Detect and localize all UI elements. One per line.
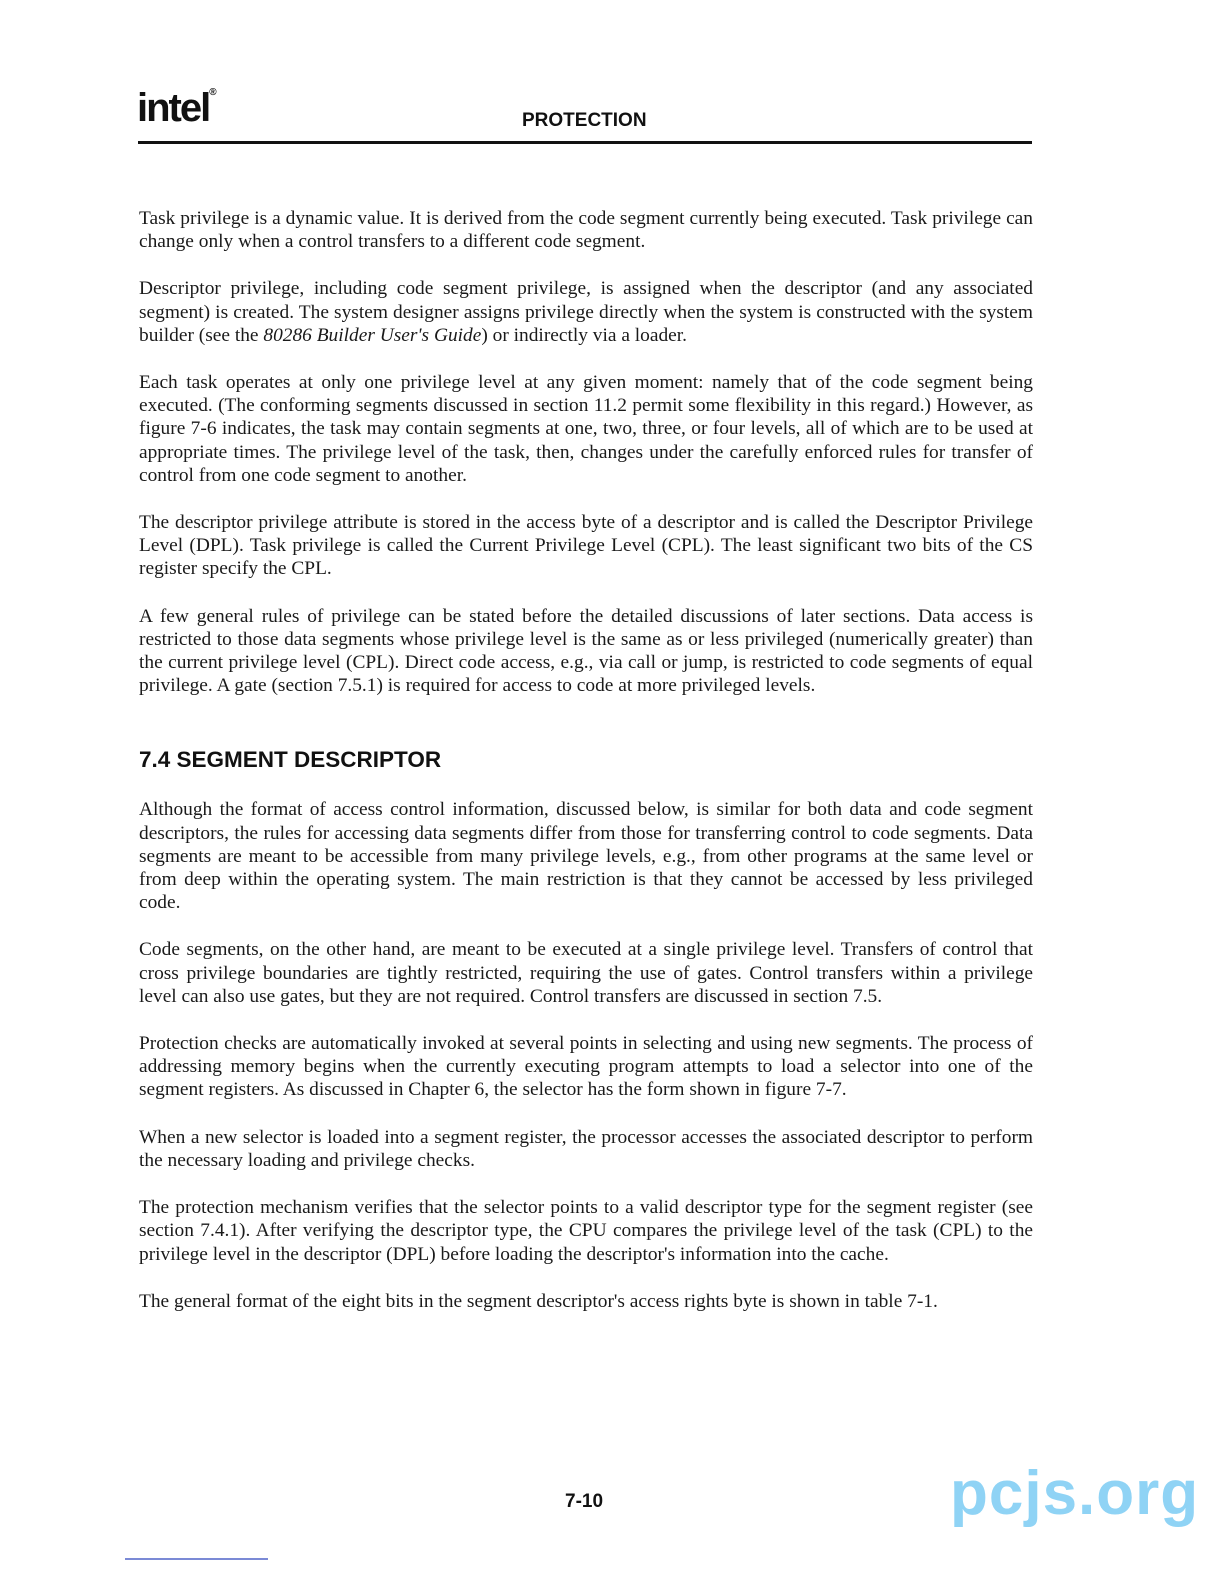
paragraph: Protection checks are automatically invoked at several points in selecting and using new segments. The process of addressing memory begins when the currently executing program attempts to load a selector into one of the segment registers. As discussed in Chapter 6, the selector has the form shown in figure 7-7. [139,1033,1033,1101]
paragraph: Task privilege is a dynamic value. It is derived from the code segment currently being executed. Task privilege can change only when a control transfers to a different code segment. [139,208,1033,253]
page-number: 7-10 [565,1491,604,1512]
page-body [139,207,1033,1337]
bottom-divider [125,1558,268,1560]
paragraph: Code segments, on the other hand, are meant to be executed at a single privilege level. Transfers of control that cross privilege boundaries are tightly restricted, requiring the use of gates. Control transfers within a privilege level can also use gates, but they are not required. Control transfers are discussed in section 7.5. [139,939,1033,1007]
pcjs-watermark: pcjs.org [950,1459,1200,1528]
paragraph: A few general rules of privilege can be stated before the detailed discussions of later sections. Data access is restricted to those data segments whose privilege level is the same as or less privileged (numerically greater) than the current privilege level (CPL). Direct code access, e.g., via call or jump, is restricted to code segments of equal privilege. A gate (section 7.5.1) is required for access to code at more privileged levels. [139,605,1033,697]
book-title: 80286 Builder User's Guide [263,324,482,346]
paragraph: Each task operates at only one privilege level at any given moment: namely that of the code segment being executed. (The conforming segments discussed in section 11.2 permit some flexibility in this regard.) However, as figure 7-6 indicates, the task may contain segments at one, two, three, or four levels, all of which are to be used at appropriate times. The privilege level of the task, then, changes under the carefully enforced rules for transfer of control from one code segment to another. [139,372,1033,486]
section-heading: 7.4 SEGMENT DESCRIPTOR [139,747,442,773]
header-title: PROTECTION [522,110,647,131]
paragraph: The protection mechanism verifies that the selector points to a valid descriptor type for the segment register (see section 7.4.1). After verifying the descriptor type, the CPU compares the privilege level of the task (CPL) to the privilege level in the descriptor (DPL) before loading the descriptor's information into the cache. [139,1197,1033,1265]
paragraph: When a new selector is loaded into a segment register, the processor accesses the associated descriptor to perform the necessary loading and privilege checks. [139,1126,1033,1171]
paragraph: The descriptor privilege attribute is stored in the access byte of a descriptor and is called the Descriptor Privilege Level (DPL). Task privilege is called the Current Privilege Level (CPL). The least significant two bits of the CS register specify the CPL. [139,512,1033,580]
intel-logo: intel® [137,86,217,130]
paragraph-descriptor-privilege: Descriptor privilege, including code segment privilege, is assigned when the descriptor (and any associated segment) is created. The system designer assigns privilege directly when the system is constructed with the system builder (see the 80286 Builder User's Guide) or indirectly via a loader. [139,278,1033,346]
paragraph: Although the format of access control information, discussed below, is similar for both data and code segment descriptors, the rules for accessing data segments differ from those for transferring control to code segments. Data segments are meant to be accessible from many privilege levels, e.g., from other programs at the same level or from deep within the operating system. The main restriction is that they cannot be accessed by less privileged code. [139,799,1033,914]
paragraph: The general format of the eight bits in the segment descriptor's access rights byte is shown in table 7-1. [139,1290,938,1312]
header-rule [138,141,1032,144]
